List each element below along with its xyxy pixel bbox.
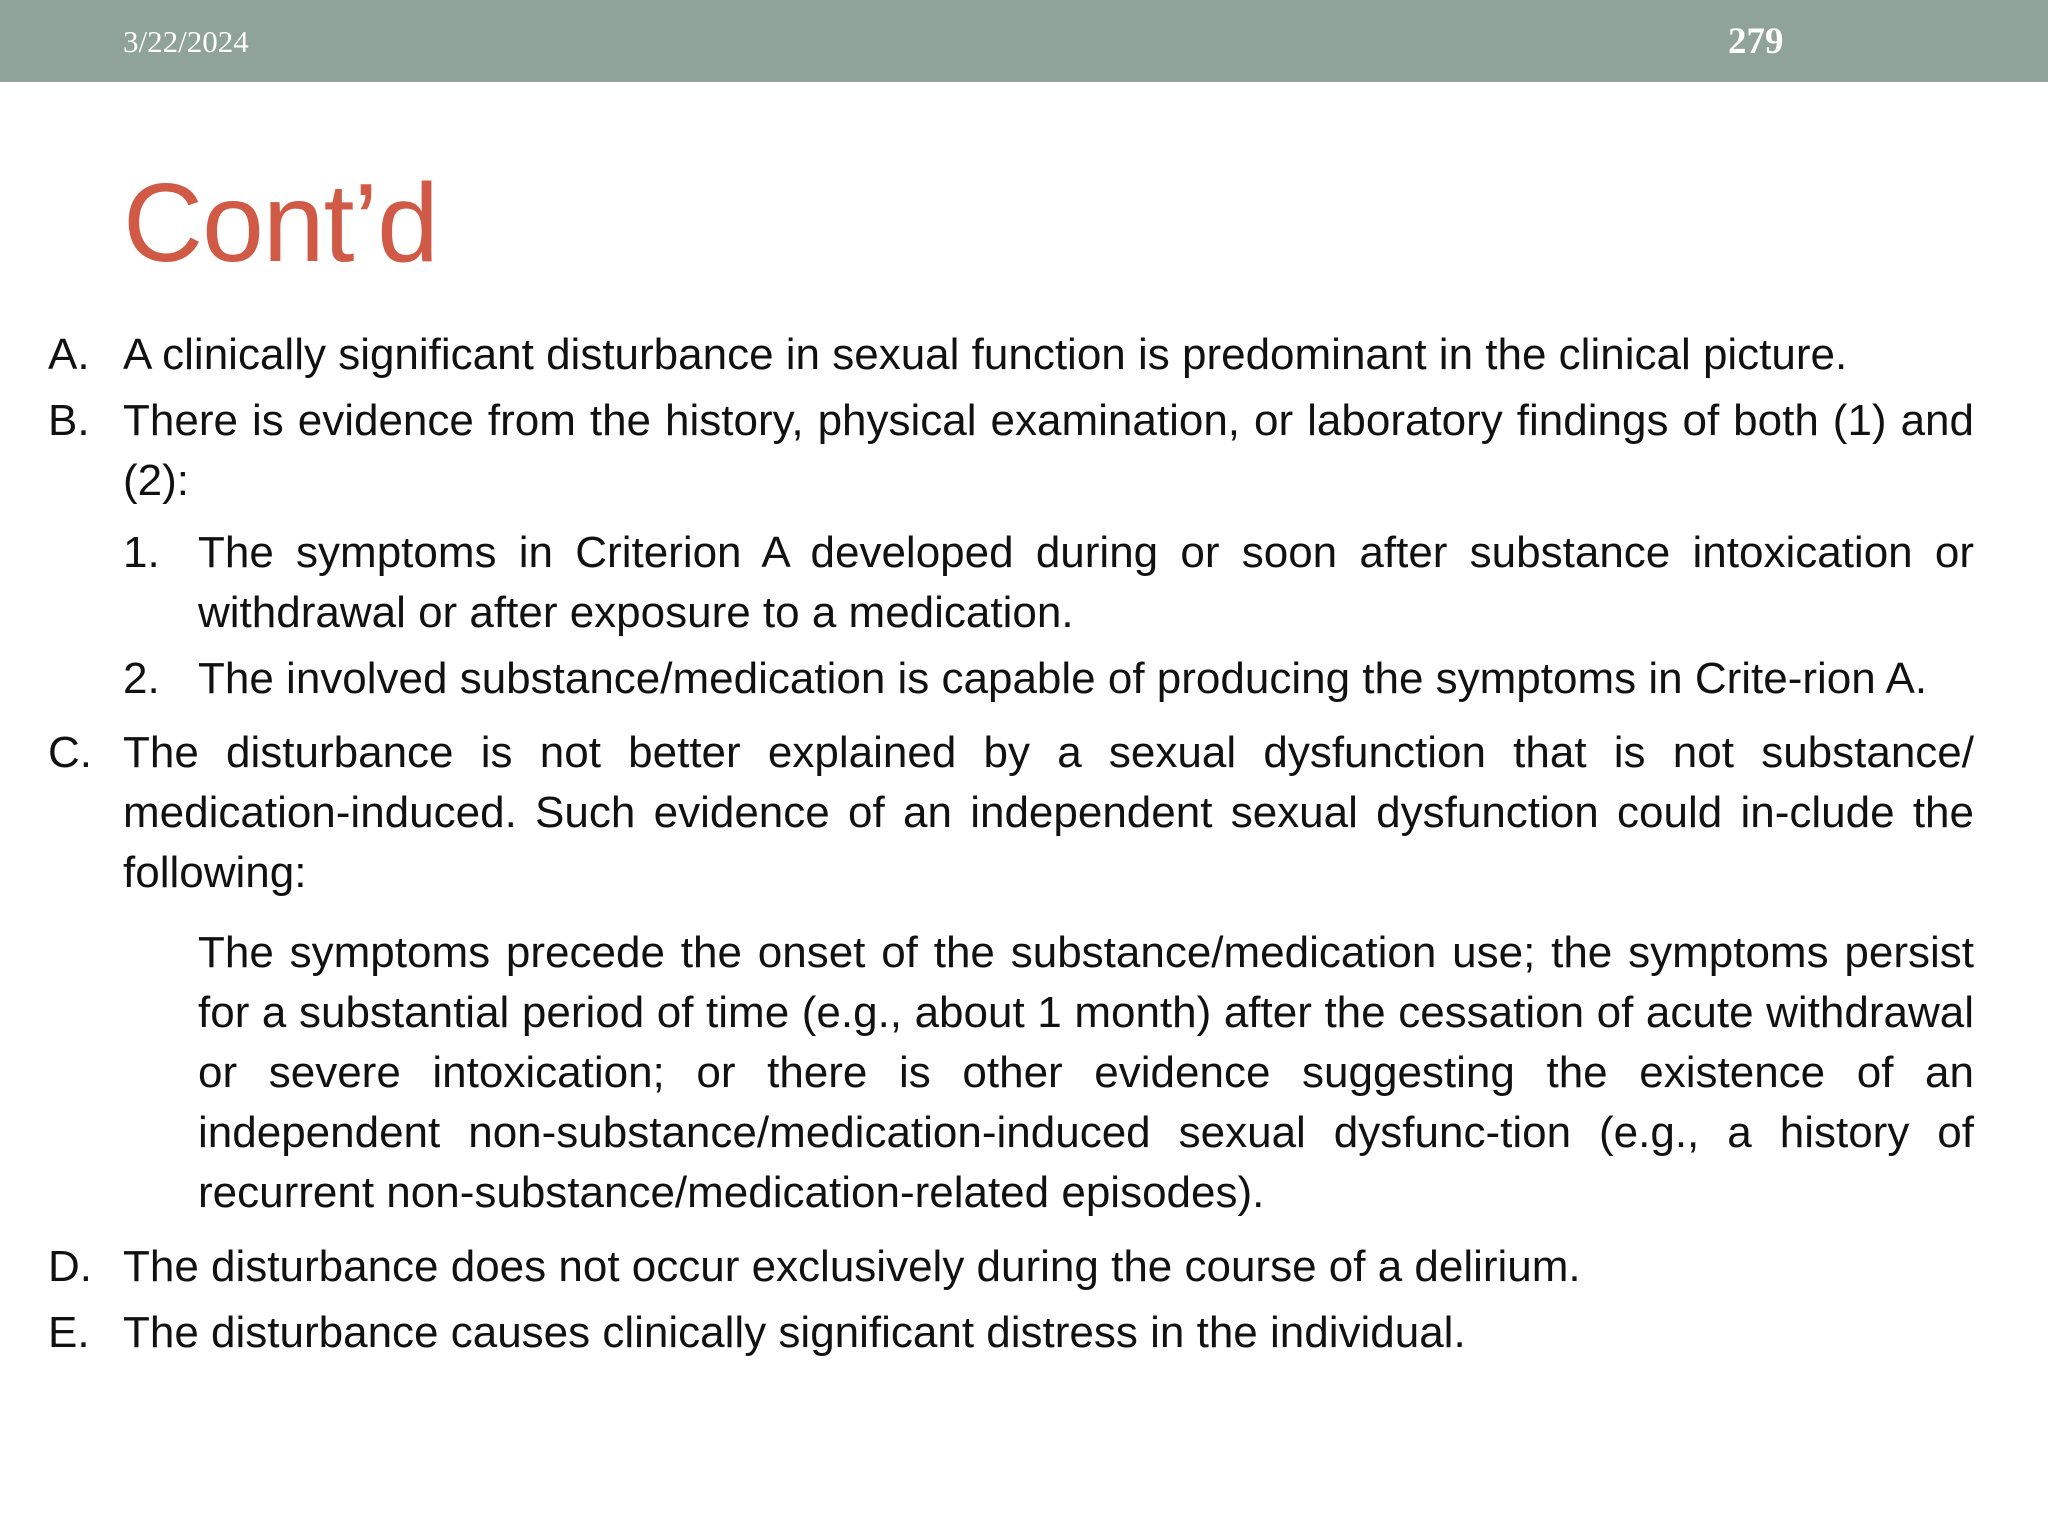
criterion-e-text: The disturbance causes clinically significant distress in the individual.	[123, 1308, 1466, 1357]
criterion-b	[48, 391, 1974, 511]
criterion-c-text: The disturbance is not better explained by a sexual dysfunction that is not substance/ medication-induced. Such evidence of an independent sexual dysfunction could in-clude the following:	[123, 728, 1974, 897]
criterion-b-subitem-2	[48, 649, 1974, 709]
criterion-b-text: There is evidence from the history, physical examination, or laboratory findings of both (1) and (2):	[123, 396, 1974, 505]
criterion-a-label: A.	[48, 330, 90, 379]
criterion-e-label: E.	[48, 1308, 90, 1357]
criterion-c-label: C.	[48, 728, 92, 777]
criterion-d-text: The disturbance does not occur exclusively during the course of a delirium.	[123, 1242, 1581, 1291]
criteria-list	[48, 325, 1974, 1369]
slide-title: Cont’d	[123, 161, 438, 285]
slide-page-number: 279	[1728, 21, 1784, 62]
subitem-1-label: 1.	[123, 528, 160, 577]
criterion-c-note: The symptoms precede the onset of the substance/medication use; the symptoms persist for a substantial period of time (e.g., about 1 month) after the cessation of acute withdrawal or severe intoxication; or there is other evidence suggesting the existence of an independent non-substance/medication-induced sexual dysfunc-tion (e.g., a history of recurrent non-substance/medication-related episodes).	[198, 928, 1974, 1217]
criterion-c	[48, 723, 1974, 903]
criterion-b-label: B.	[48, 396, 90, 445]
criterion-d-label: D.	[48, 1242, 92, 1291]
subitem-2-label: 2.	[123, 654, 160, 703]
criterion-d	[48, 1237, 1974, 1297]
criterion-a	[48, 325, 1974, 385]
slide-date: 3/22/2024	[123, 24, 249, 59]
header-bar	[0, 0, 2048, 82]
subitem-2-text: The involved substance/medication is capable of producing the symptoms in Crite-rion A.	[198, 654, 1928, 703]
criterion-b-subitem-1	[48, 523, 1974, 643]
criterion-e	[48, 1303, 1974, 1363]
criterion-b-sublist	[48, 523, 1974, 709]
subitem-1-text: The symptoms in Criterion A developed during or soon after substance intoxication or withdrawal or after exposure to a medication.	[198, 528, 1974, 637]
criterion-a-text: A clinically significant disturbance in sexual function is predominant in the clinical picture.	[123, 330, 1848, 379]
